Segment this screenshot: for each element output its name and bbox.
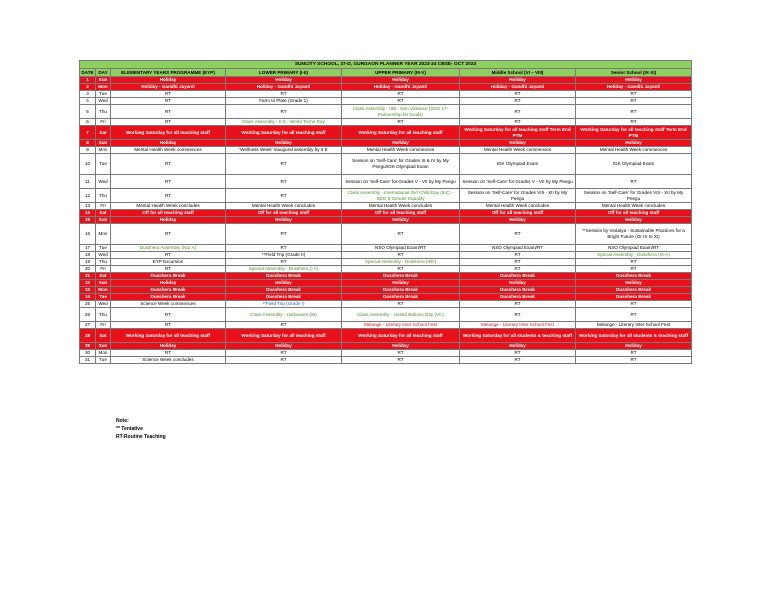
- day-cell: Fri: [96, 322, 111, 329]
- planner-title: SUNCITY SCHOOL, 37-D, GURGAON PLANNER YEAR 2023-24 CBSE- OCT 2023: [80, 61, 692, 69]
- upper-primary-cell: Holiday: [342, 77, 460, 84]
- upper-primary-cell: RT: [342, 266, 460, 273]
- upper-primary-cell: Holiday: [342, 343, 460, 350]
- lower-primary-cell: RT: [226, 259, 342, 266]
- lower-primary-cell: Dusshera Break: [226, 273, 342, 280]
- date-cell: 15: [80, 217, 96, 224]
- upper-primary-cell: RT: [342, 357, 460, 364]
- upper-primary-cell: Melange - Literary Inter School Fest: [342, 322, 460, 329]
- eyp-cell: RT: [111, 266, 226, 273]
- table-row: [80, 252, 692, 259]
- senior-school-cell: Mental Health Week concludes: [576, 203, 692, 210]
- date-cell: 16: [80, 224, 96, 245]
- table-row: [80, 119, 692, 126]
- lower-primary-cell: Mental Health Week concludes: [226, 203, 342, 210]
- upper-primary-cell: RT: [342, 91, 460, 98]
- date-cell: 5: [80, 105, 96, 119]
- lower-primary-cell: Holiday: [226, 140, 342, 147]
- note-heading: Note:: [116, 418, 129, 424]
- date-cell: 7: [80, 126, 96, 140]
- planner-table: [79, 60, 692, 364]
- eyp-cell: Working Saturday for all teaching staff: [111, 329, 226, 343]
- day-cell: Sun: [96, 140, 111, 147]
- upper-primary-cell: Holiday: [342, 217, 460, 224]
- senior-school-cell: Dusshera Break: [576, 294, 692, 301]
- planner-body: [80, 77, 692, 364]
- table-row: [80, 210, 692, 217]
- header-day: DAY: [96, 69, 111, 77]
- day-cell: Sat: [96, 126, 111, 140]
- lower-primary-cell: RT: [226, 350, 342, 357]
- eyp-cell: RT: [111, 175, 226, 189]
- lower-primary-cell: Farm to Plate (Grade 1): [226, 98, 342, 105]
- date-cell: 13: [80, 203, 96, 210]
- eyp-cell: RT: [111, 308, 226, 322]
- lower-primary-cell: Class Assembly - Halloween (IB): [226, 308, 342, 322]
- middle-school-cell: Holiday: [460, 140, 576, 147]
- date-cell: 14: [80, 210, 96, 217]
- lower-primary-cell: 'Wellness Week' inaugural assembly by II E: [226, 147, 342, 154]
- day-cell: Thu: [96, 105, 111, 119]
- eyp-cell: RT: [111, 224, 226, 245]
- lower-primary-cell: Holiday: [226, 77, 342, 84]
- table-row: [80, 287, 692, 294]
- day-cell: Sat: [96, 329, 111, 343]
- day-cell: Sun: [96, 343, 111, 350]
- middle-school-cell: RT: [460, 119, 576, 126]
- table-row: [80, 91, 692, 98]
- eyp-cell: Dusshera Break: [111, 294, 226, 301]
- date-cell: 20: [80, 266, 96, 273]
- senior-school-cell: Dusshera Break: [576, 287, 692, 294]
- middle-school-cell: RT: [460, 301, 576, 308]
- lower-primary-cell: Off for all teaching staff: [226, 210, 342, 217]
- middle-school-cell: Off for all teaching staff: [460, 210, 576, 217]
- senior-school-cell: RT: [576, 175, 692, 189]
- eyp-cell: Dusshera Assembly (Nur A): [111, 245, 226, 252]
- eyp-cell: Mental Health Week commences: [111, 147, 226, 154]
- lower-primary-cell: Holiday: [226, 280, 342, 287]
- upper-primary-cell: RT: [342, 252, 460, 259]
- middle-school-cell: Melange - Literary Inter School Fest: [460, 322, 576, 329]
- upper-primary-cell: Working Saturday for all teaching staff: [342, 126, 460, 140]
- senior-school-cell: RT: [576, 105, 692, 119]
- table-row: [80, 189, 692, 203]
- senior-school-cell: RT: [576, 91, 692, 98]
- lower-primary-cell: Working Saturday for all teaching staff: [226, 126, 342, 140]
- senior-school-cell: Special Assembly - Dusshera (IX-A): [576, 252, 692, 259]
- middle-school-cell: Mental Health Week commences: [460, 147, 576, 154]
- day-cell: Wed: [96, 301, 111, 308]
- notes: [116, 417, 166, 441]
- date-cell: 27: [80, 322, 96, 329]
- upper-primary-cell: Mental Health Week commences: [342, 147, 460, 154]
- date-cell: 19: [80, 259, 96, 266]
- date-cell: 21: [80, 273, 96, 280]
- senior-school-cell: RT: [576, 301, 692, 308]
- day-cell: Mon: [96, 224, 111, 245]
- table-row: [80, 273, 692, 280]
- date-cell: 18: [80, 252, 96, 259]
- upper-primary-cell: Dusshera Break: [342, 273, 460, 280]
- lower-primary-cell: Class Assembly - II D - World Teche Day: [226, 119, 342, 126]
- senior-school-cell: RT: [576, 119, 692, 126]
- senior-school-cell: RT: [576, 266, 692, 273]
- eyp-cell: Holiday: [111, 280, 226, 287]
- table-row: [80, 350, 692, 357]
- date-cell: 2: [80, 84, 96, 91]
- upper-primary-cell: Class Assembly - International Girl Child Day (IIIC) - SDG 5 Gender Equality: [342, 189, 460, 203]
- senior-school-cell: Holiday: [576, 140, 692, 147]
- table-row: [80, 84, 692, 91]
- day-cell: Fri: [96, 266, 111, 273]
- table-row: [80, 308, 692, 322]
- date-cell: 9: [80, 147, 96, 154]
- lower-primary-cell: Special Assembly - Dusshera (I A): [226, 266, 342, 273]
- upper-primary-cell: Mental Health Week concludes: [342, 203, 460, 210]
- header-date: DATE: [81, 69, 94, 75]
- day-cell: Mon: [96, 147, 111, 154]
- lower-primary-cell: Holiday - Gandhi Jayanti: [226, 84, 342, 91]
- day-cell: Thu: [96, 308, 111, 322]
- table-row: [80, 77, 692, 84]
- upper-primary-cell: Class Assembly - United Nations Day (VC): [342, 308, 460, 322]
- eyp-cell: RT: [111, 119, 226, 126]
- day-cell: Tue: [96, 357, 111, 364]
- table-row: [80, 154, 692, 175]
- lower-primary-cell: RT: [226, 189, 342, 203]
- lower-primary-cell: Working Saturday for all teaching staff: [226, 329, 342, 343]
- upper-primary-cell: Working Saturday for all teaching staff: [342, 329, 460, 343]
- middle-school-cell: Session on 'Self-Care' for Grades VIII - XII by My Peegu: [460, 189, 576, 203]
- table-row: [80, 245, 692, 252]
- upper-primary-cell: RT: [342, 301, 460, 308]
- day-cell: Mon: [96, 84, 111, 91]
- upper-primary-cell: Holiday: [342, 280, 460, 287]
- middle-school-cell: Dusshera Break: [460, 294, 576, 301]
- day-cell: Fri: [96, 203, 111, 210]
- eyp-cell: Science Week commences: [111, 301, 226, 308]
- table-row: [80, 329, 692, 343]
- eyp-cell: RT: [111, 252, 226, 259]
- upper-primary-cell: Dusshera Break: [342, 294, 460, 301]
- date-cell: 6: [80, 119, 96, 126]
- middle-school-cell: Holiday: [460, 217, 576, 224]
- header-lower-primary: LOWER PRIMARY (I-II): [226, 69, 342, 77]
- date-cell: 30: [80, 350, 96, 357]
- senior-school-cell: Dusshera Break: [576, 273, 692, 280]
- eyp-cell: Mental Health Week concludes: [111, 203, 226, 210]
- senior-school-cell: RT: [576, 308, 692, 322]
- senior-school-cell: **Session by Vedatya - Sustainable Practices for a Bright Future (Gr IX to XI): [576, 224, 692, 245]
- date-cell: 17: [80, 245, 96, 252]
- upper-primary-cell: NSO Olympiad Exam/RT: [342, 245, 460, 252]
- senior-school-cell: NSO Olympiad Exam/RT: [576, 245, 692, 252]
- day-cell: Tue: [96, 91, 111, 98]
- senior-school-cell: RT: [576, 350, 692, 357]
- middle-school-cell: Holiday: [460, 280, 576, 287]
- date-cell: 8: [80, 140, 96, 147]
- table-row: [80, 343, 692, 350]
- senior-school-cell: Holiday: [576, 343, 692, 350]
- eyp-cell: Dusshera Break: [111, 273, 226, 280]
- header-row: [80, 69, 692, 77]
- day-cell: Sun: [96, 217, 111, 224]
- senior-school-cell: Mental Health Week commences: [576, 147, 692, 154]
- eyp-cell: Working Saturday for all teaching staff: [111, 126, 226, 140]
- senior-school-cell: RT: [576, 259, 692, 266]
- eyp-cell: Dusshera Break: [111, 287, 226, 294]
- upper-primary-cell: Holiday: [342, 140, 460, 147]
- senior-school-cell: Holiday: [576, 77, 692, 84]
- eyp-cell: RT: [111, 91, 226, 98]
- lower-primary-cell: **Field Trip (Grade II): [226, 252, 342, 259]
- middle-school-cell: Working Saturday for all teaching staff Term End PTM: [460, 126, 576, 140]
- upper-primary-cell: RT: [342, 98, 460, 105]
- senior-school-cell: Holiday - Gandhi Jayanti: [576, 84, 692, 91]
- upper-primary-cell: RT: [342, 224, 460, 245]
- date-cell: 12: [80, 189, 96, 203]
- lower-primary-cell: RT: [226, 322, 342, 329]
- note-tentative: ** Tentative: [116, 426, 143, 432]
- day-cell: Thu: [96, 259, 111, 266]
- table-row: [80, 259, 692, 266]
- date-cell: 24: [80, 294, 96, 301]
- table-row: [80, 266, 692, 273]
- day-cell: Wed: [96, 175, 111, 189]
- upper-primary-cell: Dusshera Break: [342, 287, 460, 294]
- date-cell: 3: [80, 91, 96, 98]
- eyp-cell: RT: [111, 98, 226, 105]
- senior-school-cell: Off for all teaching staff: [576, 210, 692, 217]
- senior-school-cell: Working Saturday for all teaching staff Term End PTM: [576, 126, 692, 140]
- day-cell: Fri: [96, 119, 111, 126]
- middle-school-cell: RT: [460, 266, 576, 273]
- lower-primary-cell: **Field Trip (Grade I): [226, 301, 342, 308]
- middle-school-cell: RT: [460, 252, 576, 259]
- date-cell: 25: [80, 301, 96, 308]
- middle-school-cell: Dusshera Break: [460, 287, 576, 294]
- date-cell: 23: [80, 287, 96, 294]
- eyp-cell: Off for all teaching staff: [111, 210, 226, 217]
- eyp-cell: RT: [111, 154, 226, 175]
- middle-school-cell: Session on 'Self-Care' for Grades V - VII by My Peegu: [460, 175, 576, 189]
- header-eyp: ELEMENTARY YEARS PROGRAMME (EYP): [111, 69, 226, 77]
- middle-school-cell: Working Saturday for all students & teaching staff: [460, 329, 576, 343]
- day-cell: Tue: [96, 294, 111, 301]
- day-cell: Wed: [96, 98, 111, 105]
- lower-primary-cell: Dusshera Break: [226, 294, 342, 301]
- eyp-cell: Science Week concludes: [111, 357, 226, 364]
- note-rt: RT-Routine Teaching: [116, 434, 166, 440]
- eyp-cell: Holiday: [111, 140, 226, 147]
- header-upper-primary: UPPER PRIMARY (III-V): [342, 69, 460, 77]
- senior-school-cell: Holiday: [576, 217, 692, 224]
- middle-school-cell: RT: [460, 357, 576, 364]
- middle-school-cell: RT: [460, 224, 576, 245]
- middle-school-cell: Holiday: [460, 77, 576, 84]
- lower-primary-cell: RT: [226, 245, 342, 252]
- senior-school-cell: IGK Olympiad Exam: [576, 154, 692, 175]
- day-cell: Wed: [96, 252, 111, 259]
- table-row: [80, 98, 692, 105]
- title-row: [80, 61, 692, 69]
- header-middle-school: Middle School (VI – VIII): [460, 69, 576, 77]
- day-cell: Sat: [96, 273, 111, 280]
- upper-primary-cell: Off for all teaching staff: [342, 210, 460, 217]
- senior-school-cell: RT: [576, 357, 692, 364]
- middle-school-cell: RT: [460, 308, 576, 322]
- middle-school-cell: Holiday: [460, 343, 576, 350]
- date-cell: 28: [80, 329, 96, 343]
- middle-school-cell: IGK Olympiad Exam: [460, 154, 576, 175]
- day-cell: Sun: [96, 77, 111, 84]
- middle-school-cell: RT: [460, 350, 576, 357]
- table-row: [80, 203, 692, 210]
- senior-school-cell: Session on 'Self-Care' for Grades VIII - XII by My Peegu: [576, 189, 692, 203]
- lower-primary-cell: Holiday: [226, 343, 342, 350]
- middle-school-cell: Dusshera Break: [460, 273, 576, 280]
- day-cell: Sun: [96, 280, 111, 287]
- middle-school-cell: RT: [460, 98, 576, 105]
- middle-school-cell: RT: [460, 105, 576, 119]
- table-row: [80, 357, 692, 364]
- eyp-cell: Holiday: [111, 77, 226, 84]
- table-row: [80, 280, 692, 287]
- day-cell: Thu: [96, 189, 111, 203]
- table-row: [80, 105, 692, 119]
- table-row: [80, 322, 692, 329]
- date-cell: 29: [80, 343, 96, 350]
- middle-school-cell: Holiday - Gandhi Jayanti: [460, 84, 576, 91]
- date-cell: 1: [80, 77, 96, 84]
- lower-primary-cell: RT: [226, 91, 342, 98]
- upper-primary-cell: Session on 'Self-Care' for Grades V - VII by My Peegu: [342, 175, 460, 189]
- lower-primary-cell: RT: [226, 105, 342, 119]
- senior-school-cell: Melange - Literary Inter School Fest: [576, 322, 692, 329]
- upper-primary-cell: Class Assembly - IIIB - Non Violence (SDG 17-Partnership for Goals): [342, 105, 460, 119]
- eyp-cell: Holiday: [111, 217, 226, 224]
- lower-primary-cell: RT: [226, 224, 342, 245]
- eyp-cell: Holiday: [111, 343, 226, 350]
- senior-school-cell: RT: [576, 98, 692, 105]
- lower-primary-cell: Dusshera Break: [226, 287, 342, 294]
- upper-primary-cell: RT: [342, 119, 460, 126]
- lower-primary-cell: RT: [226, 154, 342, 175]
- table-row: [80, 126, 692, 140]
- upper-primary-cell: Special Assembly - Dusshera (IIID): [342, 259, 460, 266]
- table-row: [80, 301, 692, 308]
- day-cell: Tue: [96, 245, 111, 252]
- date-cell: 31: [80, 357, 96, 364]
- date-cell: 26: [80, 308, 96, 322]
- day-cell: Tue: [96, 154, 111, 175]
- date-cell: 4: [80, 98, 96, 105]
- eyp-cell: Holiday - Gandhi Jayanti: [111, 84, 226, 91]
- table-row: [80, 294, 692, 301]
- eyp-cell: RT: [111, 322, 226, 329]
- day-cell: Mon: [96, 350, 111, 357]
- senior-school-cell: Working Saturday for all students & teaching staff: [576, 329, 692, 343]
- table-row: [80, 140, 692, 147]
- table-row: [80, 147, 692, 154]
- upper-primary-cell: Holiday - Gandhi Jayanti: [342, 84, 460, 91]
- eyp-cell: EYP Excursion: [111, 259, 226, 266]
- lower-primary-cell: RT: [226, 357, 342, 364]
- day-cell: Mon: [96, 287, 111, 294]
- table-row: [80, 217, 692, 224]
- date-cell: 11: [80, 175, 96, 189]
- table-row: [80, 175, 692, 189]
- senior-school-cell: Holiday: [576, 280, 692, 287]
- eyp-cell: RT: [111, 105, 226, 119]
- middle-school-cell: NSO Olympiad Exam/RT: [460, 245, 576, 252]
- day-cell: Sat: [96, 210, 111, 217]
- header-senior-school: Senior School (IX-XI): [576, 69, 692, 77]
- middle-school-cell: Mental Health Week concludes: [460, 203, 576, 210]
- upper-primary-cell: RT: [342, 350, 460, 357]
- date-cell: 10: [80, 154, 96, 175]
- upper-primary-cell: Session on 'Self-Care' for Grades III & IV by My Peegu/IGK Olympiad Exam: [342, 154, 460, 175]
- table-row: [80, 224, 692, 245]
- date-cell: 22: [80, 280, 96, 287]
- lower-primary-cell: Holiday: [226, 217, 342, 224]
- eyp-cell: RT: [111, 350, 226, 357]
- lower-primary-cell: RT: [226, 175, 342, 189]
- middle-school-cell: RT: [460, 259, 576, 266]
- eyp-cell: RT: [111, 189, 226, 203]
- middle-school-cell: RT: [460, 91, 576, 98]
